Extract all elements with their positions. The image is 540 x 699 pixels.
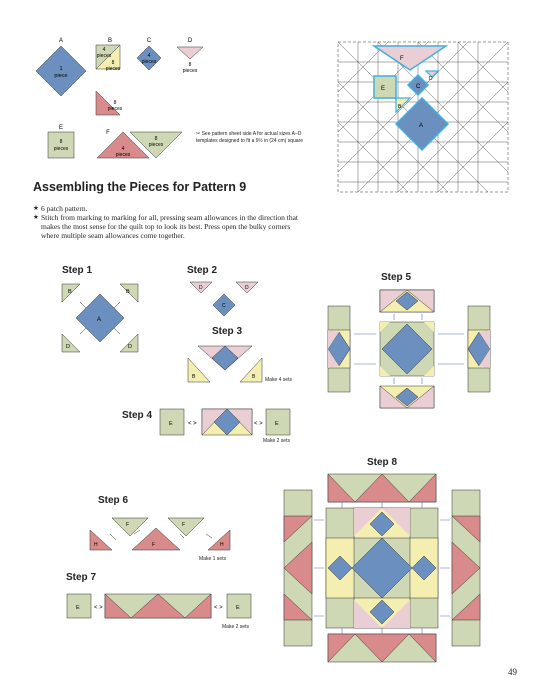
piece-c-count: 4: [147, 53, 151, 59]
page-number: 49: [508, 667, 517, 677]
svg-text:A: A: [97, 317, 102, 323]
piece-d-count: 8: [188, 62, 192, 68]
step-3-make-label: Make 4 sets: [265, 377, 292, 383]
piece-c-unit: pieces: [141, 59, 157, 65]
piece-e-unit: pieces: [53, 146, 69, 152]
svg-text:H: H: [220, 542, 224, 548]
svg-text:< >: < >: [188, 421, 197, 427]
instruction-list: [33, 204, 308, 240]
step-5-label: Step 5: [381, 272, 412, 283]
piece-a-count: 1: [59, 66, 63, 72]
step-2-diagram: [188, 280, 262, 320]
svg-text:E: E: [169, 421, 173, 427]
grid-label-e: E: [381, 86, 386, 92]
svg-text:B: B: [252, 374, 256, 380]
step-3-label: Step 3: [212, 326, 243, 337]
svg-text:D: D: [199, 285, 203, 291]
step-6-diagram: [88, 512, 238, 554]
step-2-label: Step 2: [187, 265, 218, 276]
svg-text:E: E: [76, 605, 80, 611]
piece-e-shape: [48, 132, 74, 158]
svg-text:< >: < >: [94, 605, 103, 611]
svg-text:B: B: [68, 289, 72, 295]
svg-text:E: E: [275, 421, 279, 427]
step-4-make-label: Make 2 sets: [263, 438, 290, 444]
svg-text:D: D: [245, 285, 249, 291]
step-1-diagram: [58, 280, 142, 356]
piece-a-unit: piece: [54, 73, 68, 79]
piece-b-bottom-count: 8: [111, 60, 115, 66]
svg-text:F: F: [182, 522, 186, 528]
svg-text:F: F: [126, 522, 130, 528]
step-7-label: Step 7: [66, 572, 97, 583]
step-8-diagram: [282, 472, 482, 664]
piece-d-letter: D: [187, 38, 193, 44]
pattern-sheet-note: ✂ See pattern sheet side A for actual sizes A–D templates designed to fit a 9½ in (24 cm) square: [196, 131, 304, 144]
svg-text:B: B: [192, 374, 196, 380]
svg-text:B: B: [126, 289, 130, 295]
svg-text:< >: < >: [254, 421, 263, 427]
step-3-diagram: [186, 342, 276, 386]
step-4-diagram: [158, 407, 298, 437]
piece-b-bottom-unit: pieces: [105, 66, 121, 72]
grid-label-b: B: [398, 104, 402, 110]
svg-text:< >: < >: [214, 605, 223, 611]
piece-a-letter: A: [58, 38, 64, 44]
svg-text:D: D: [128, 344, 132, 350]
grid-label-a: A: [419, 123, 424, 129]
svg-text:C: C: [222, 303, 226, 309]
svg-text:F: F: [152, 542, 156, 548]
step-6-label: Step 6: [98, 495, 129, 506]
grid-label-f: F: [400, 56, 404, 62]
section-heading: Assembling the Pieces for Pattern 9: [33, 180, 247, 194]
pattern-layout-diagram: [334, 38, 512, 196]
svg-text:E: E: [236, 605, 240, 611]
piece-d-unit: pieces: [182, 68, 198, 74]
step-4-label: Step 4: [122, 410, 153, 421]
step-6-make-label: Make 1 sets: [199, 556, 226, 562]
svg-text:H: H: [94, 542, 98, 548]
step-8-label: Step 8: [367, 457, 398, 468]
piece-h-count: 8: [113, 100, 117, 106]
piece-b-top-count: 4: [102, 47, 106, 53]
piece-g-count: 8: [154, 136, 158, 142]
piece-e-letter: E: [58, 125, 64, 131]
step-1-label: Step 1: [62, 265, 93, 276]
piece-b-top-unit: pieces: [96, 53, 112, 59]
piece-g-unit: pieces: [148, 142, 164, 148]
piece-b-letter: B: [107, 38, 113, 44]
grid-label-c: C: [416, 84, 421, 90]
piece-h-unit: pieces: [107, 106, 123, 112]
grid-label-d: D: [429, 76, 433, 82]
piece-f-letter: F: [106, 130, 110, 136]
instruction-bullet-2: ★ Stitch from marking to marking for all, pressing seam allowances in the direction that makes the most sense for the quilt top to look its best. Press open the bulky corners where multiple seam allowances come together.: [33, 213, 308, 240]
piece-d-shape: [177, 47, 203, 59]
piece-e-count: 8: [59, 139, 63, 145]
piece-f-count: 4: [121, 146, 125, 152]
step-7-diagram: [65, 592, 260, 620]
instruction-bullet-1: ★ 6 patch pattern.: [33, 204, 308, 213]
svg-text:D: D: [66, 344, 70, 350]
step-7-make-label: Make 2 sets: [222, 624, 249, 630]
step-5-diagram: [326, 288, 492, 410]
piece-f-unit: pieces: [115, 152, 131, 158]
piece-c-letter: C: [146, 38, 152, 44]
